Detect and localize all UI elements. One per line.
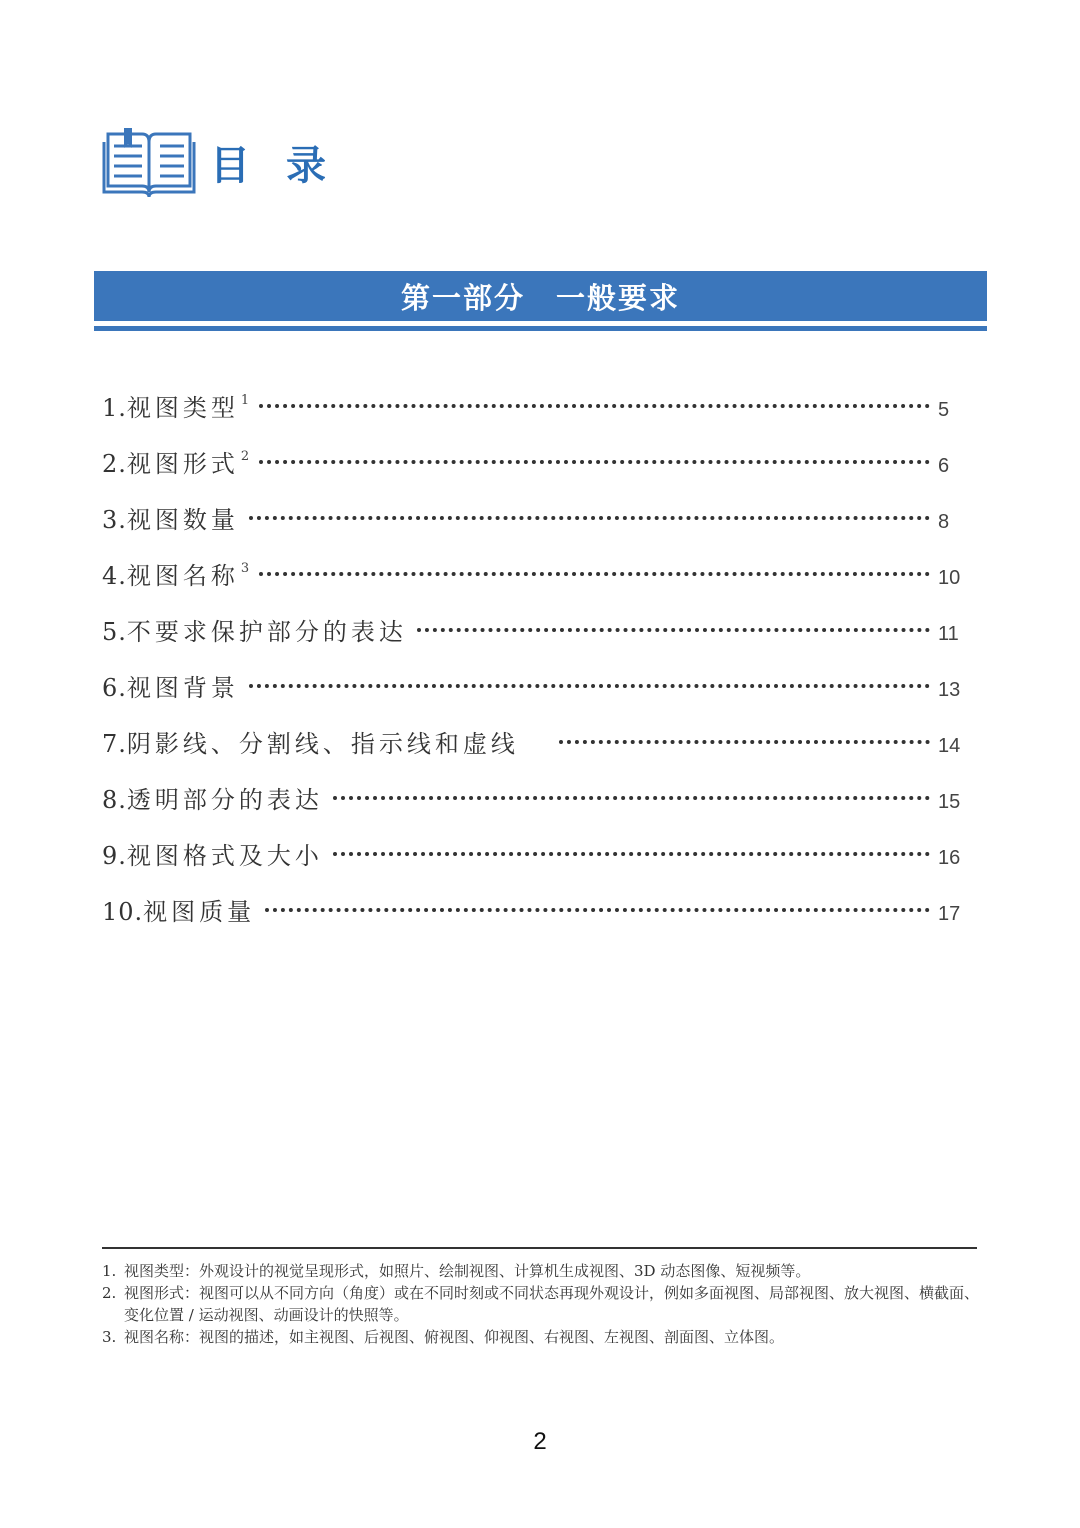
page-title: 目录: [210, 141, 362, 189]
toc-entry-label: 视图名称: [126, 562, 239, 590]
section-underline: [94, 326, 987, 331]
footnote-ref[interactable]: 2: [240, 449, 250, 464]
dot-leader: [417, 626, 930, 632]
toc-entry[interactable]: [102, 722, 972, 778]
dot-leader: [249, 682, 930, 688]
dot-leader: [259, 402, 930, 408]
toc-entry-page: 8: [938, 511, 950, 533]
toc-entry-label: 视图类型: [126, 394, 239, 422]
toc-entry[interactable]: [102, 442, 972, 498]
toc-entry-page: 10: [938, 567, 961, 589]
footnote-number: 2.: [102, 1284, 117, 1302]
footnote-number: 1.: [102, 1262, 117, 1280]
toc-entry-label: 视图背景: [126, 674, 239, 702]
toc-entry-number: 2.: [102, 450, 127, 478]
toc-entry[interactable]: [102, 498, 972, 554]
footnote: [102, 1326, 982, 1348]
toc-entry-number: 8.: [102, 786, 127, 814]
footnote-divider: [102, 1247, 977, 1249]
toc-entry-page: 17: [938, 903, 961, 925]
toc-entry[interactable]: [102, 386, 972, 442]
toc-entry-label: 视图格式及大小: [126, 842, 323, 870]
footnote: [102, 1260, 982, 1282]
toc-entry[interactable]: [102, 610, 972, 666]
page-number: 2: [533, 1428, 547, 1455]
toc-entry[interactable]: [102, 834, 972, 890]
toc-entry-number: 4.: [102, 562, 127, 590]
footnote-number: 3.: [102, 1328, 117, 1346]
section-header: [94, 271, 987, 321]
footnote: [102, 1282, 982, 1326]
toc-entry-number: 5.: [102, 618, 127, 646]
toc-entry-label: 不要求保护部分的表达: [126, 618, 407, 646]
footnote-text: 视图形式：视图可以从不同方向（角度）或在不同时刻或不同状态再现外观设计，例如多面视图、局部视图、放大视图、横截面、变化位置 / 运动视图、动画设计的快照等。: [124, 1284, 980, 1324]
toc-entry-label: 视图质量: [143, 898, 256, 926]
toc-entry-number: 7.: [102, 730, 127, 758]
dot-leader: [559, 738, 930, 744]
toc-entry-number: 6.: [102, 674, 127, 702]
footnote-text: 视图名称：视图的描述，如主视图、后视图、俯视图、仰视图、右视图、左视图、剖面图、立体图。: [124, 1328, 785, 1346]
toc-entry-label: 透明部分的表达: [126, 786, 323, 814]
footnote-ref[interactable]: 3: [240, 561, 250, 576]
toc-entry-page: 6: [938, 455, 950, 477]
toc-entry-page: 13: [938, 679, 961, 701]
toc-entry-label: 视图形式: [126, 450, 239, 478]
toc-entry-number: 3.: [102, 506, 127, 534]
section-title: 第一部分 一般要求: [400, 280, 680, 315]
toc-entry-page: 14: [938, 735, 961, 757]
toc-entry-label: 阴影线、分割线、指示线和虚线: [126, 730, 519, 758]
dot-leader: [259, 458, 930, 464]
toc-entry[interactable]: [102, 890, 972, 946]
toc-entry[interactable]: [102, 778, 972, 834]
dot-leader: [259, 570, 930, 576]
dot-leader: [333, 850, 930, 856]
table-of-contents: [102, 386, 972, 946]
toc-entry-number: 1.: [102, 394, 127, 422]
footnote-ref[interactable]: 1: [240, 393, 250, 408]
dot-leader: [333, 794, 930, 800]
footnote-text: 视图类型：外观设计的视觉呈现形式，如照片、绘制视图、计算机生成视图、3D 动态图像、短视频等。: [124, 1262, 811, 1280]
toc-entry-number: 9.: [102, 842, 127, 870]
footnotes: [102, 1260, 982, 1348]
toc-entry-label: 视图数量: [126, 506, 239, 534]
open-book-icon: [102, 126, 196, 198]
toc-entry-number: 10.: [102, 898, 144, 926]
toc-entry-page: 16: [938, 847, 961, 869]
dot-leader: [265, 906, 930, 912]
toc-entry-page: 15: [938, 791, 961, 813]
toc-header: [102, 126, 362, 198]
toc-entry-page: 11: [938, 623, 959, 645]
toc-entry[interactable]: [102, 554, 972, 610]
toc-entry[interactable]: [102, 666, 972, 722]
dot-leader: [249, 514, 930, 520]
toc-entry-page: 5: [938, 399, 950, 421]
